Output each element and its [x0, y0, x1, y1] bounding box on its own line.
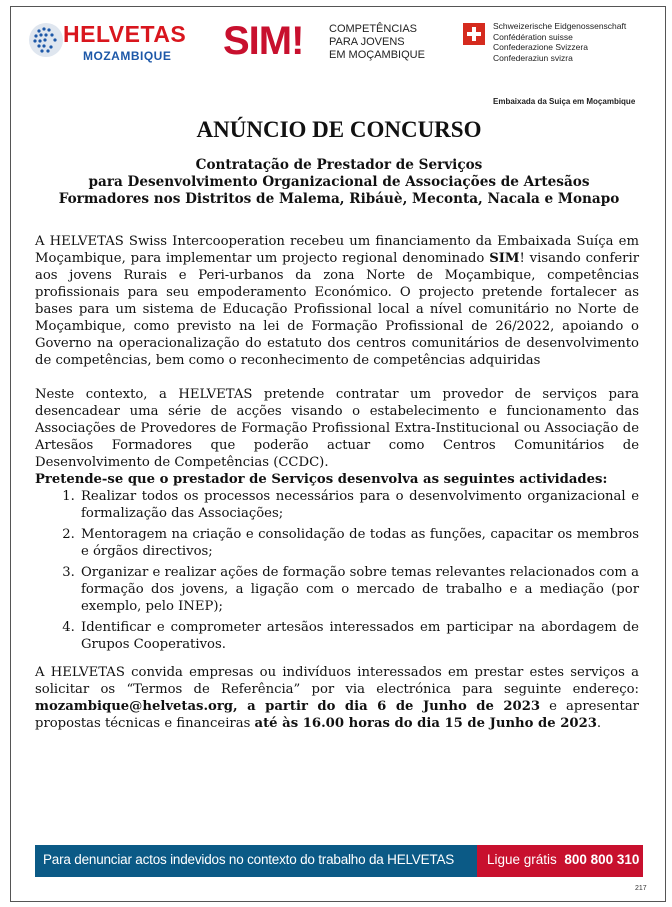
- helvetas-country: MOZAMBIQUE: [83, 49, 172, 63]
- intro-text: A HELVETAS Swiss Intercooperation recebeu um financiamento da Embaixada Suíça em Moçambique, para implementar um projecto regional denominado: [35, 234, 639, 266]
- helvetas-name: HELVETAS: [63, 21, 187, 47]
- intro-paragraph: [35, 233, 639, 369]
- swiss-name-line: Confederazione Svizzera: [493, 42, 588, 52]
- page-title: ANÚNCIO DE CONCURSO: [196, 117, 482, 142]
- swiss-name-line: Schweizerische Eidgenossenschaft: [493, 21, 627, 31]
- activity-item: 4. Identificar e comprometer artesãos interessados em participar na abordagem de Grupos Cooperativos.: [79, 619, 639, 653]
- sim-tagline: [329, 23, 425, 62]
- page-subtitle: [11, 157, 667, 208]
- swiss-embassy-label: Embaixada da Suiça em Moçambique: [493, 97, 636, 106]
- swiss-confederation-logo: [463, 21, 667, 111]
- contact-email-date[interactable]: mozambique@helvetas.org, a partir do dia 6 de Junho de 2023: [35, 699, 541, 714]
- helvetas-logo: [27, 19, 207, 69]
- invitation-paragraph: [35, 664, 639, 732]
- sim-tagline-line: EM MOÇAMBIQUE: [329, 49, 425, 61]
- announcement-body: [35, 233, 639, 732]
- subtitle-line: Contratação de Prestador de Serviços: [195, 157, 483, 173]
- globe-icon: [27, 21, 65, 59]
- invitation-text-end: .: [596, 716, 602, 731]
- whistleblower-banner: [35, 845, 643, 877]
- swiss-name-line: Confédération suisse: [493, 31, 573, 42]
- subtitle-line: para Desenvolvimento Organizacional de Associações de Artesãos: [88, 174, 590, 190]
- activities-list: [35, 488, 639, 653]
- sim-logo-mark: SIM!: [223, 19, 304, 63]
- announcement-page: [10, 6, 666, 902]
- sim-logo: [223, 19, 463, 69]
- activity-item: 1. Realizar todos os processos necessários para o desenvolvimento organizacional e formalização das Associações;: [79, 488, 639, 522]
- activity-item: 2. Mentoragem na criação e consolidação de todas as funções, capacitar os membros e órgãos directivos;: [79, 526, 639, 560]
- hotline-box: [477, 845, 643, 877]
- intro-text-cont: ! visando conferir aos jovens Rurais e Peri-urbanos da zona Norte de Moçambique, competências profissionais para seu empoderamento Económico. O projecto pretende fortalecer as bases para um sistema de Educação Profissional local a nível comunitário no Norte de Moçambique, como previsto na lei de Formação Profissional de 26/2022, apoiando o Governo na operacionalização do estatuto dos centros comunitários de desenvolvimento de competências, bem como o reconhecimento de competências adquiridas: [35, 251, 639, 368]
- sim-tagline-line: PARA JOVENS: [329, 36, 405, 48]
- invitation-text-cont: e apresentar propostas técnicas e financeiras: [35, 699, 639, 731]
- page-number: 217: [635, 885, 647, 892]
- sim-tagline-line: COMPETÊNCIAS: [329, 23, 418, 35]
- subtitle-line: Formadores nos Distritos de Malema, Ribáuè, Meconta, Nacala e Monapo: [58, 191, 620, 207]
- invitation-text: A HELVETAS convida empresas ou indivíduos interessados em prestar estes serviços a solicitar os “Termos de Referência” por via electrónica para seguinte endereço:: [35, 665, 639, 697]
- swiss-flag-icon: [463, 23, 485, 45]
- activities-intro: Pretende-se que o prestador de Serviços desenvolva as seguintes actividades:: [35, 472, 608, 487]
- context-paragraph: Neste contexto, a HELVETAS pretende contratar um provedor de serviços para desencadear uma série de acções visando o estabelecimento e funcionamento das Associações de Provedores de Formação Profissional Extra-Institucional ou Associação de Artesãos Formadores que poderão actuar como Centros Comunitários de Desenvolvimento de Competências (CCDC).: [35, 387, 639, 470]
- hotline-number[interactable]: 800 800 310: [564, 852, 640, 867]
- project-name: SIM: [489, 251, 520, 266]
- hotline-label: Ligue grátis: [487, 852, 557, 867]
- logo-header: [11, 7, 667, 115]
- banner-text: Para denunciar actos indevidos no contexto do trabalho da HELVETAS: [43, 852, 455, 867]
- submission-deadline: até às 16.00 horas do dia 15 de Junho de 2023: [254, 716, 597, 731]
- hotline-text: [487, 852, 639, 867]
- swiss-confederation-names: [493, 21, 626, 63]
- activity-item: 3. Organizar e realizar ações de formação sobre temas relevantes relacionados com a formação dos jovens, a ligação com o mercado de trabalho e a mediação (por exemplo, pelo INEP);: [79, 564, 639, 615]
- swiss-name-line: Confederaziun svizra: [493, 52, 573, 63]
